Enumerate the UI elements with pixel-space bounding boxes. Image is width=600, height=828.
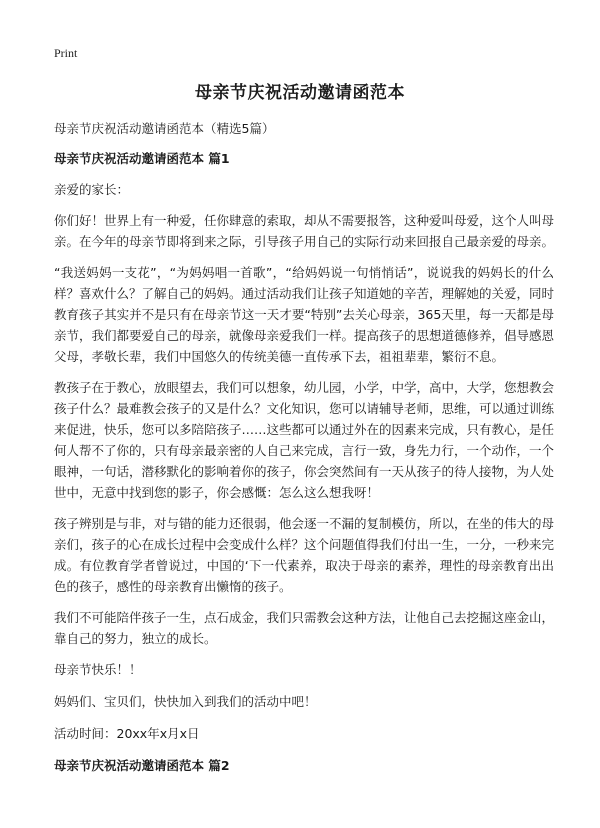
paragraph: 我们不可能陪伴孩子一生，点石成金，我们只需教会这种方法，让他自己去挖掘这座金山，靠自己的努力，独立的成长。 <box>54 610 555 646</box>
document-body <box>54 118 554 786</box>
paragraph: “我送妈妈一支花”，“为妈妈唱一首歌”，“给妈妈说一句悄悄话”，说说我的妈妈长的什么样？喜欢什么？了解自己的妈妈。通过活动我们让孩子知道她的辛苦，理解她的关爱，同时教育孩子其实并不是只有在母亲节这一天才要“特别”去关心母亲，365天里，每一天都是母亲节，我们都要爱自己的母亲，就像母亲爱我们一样。提高孩子的思想道德修养，倡导感恩父母，孝敬长辈，我们中国悠久的传统美德一直传承下去，祖祖辈辈，繁衍不息。 <box>54 265 555 364</box>
print-link[interactable]: Print <box>54 46 78 60</box>
greeting: 亲爱的家长： <box>54 182 130 197</box>
paragraph: 母亲节快乐！！ <box>54 662 142 677</box>
paragraph: 教孩子在于教心，放眼望去，我们可以想象，幼儿园，小学，中学，高中，大学，您想教会孩子什么？最难教会孩子的又是什么？文化知识，您可以请辅导老师，思维，可以通过训练来促进，快乐，您可以多陪陪孩子……这些都可以通过外在的因素来完成，只有教心，是任何人帮不了你的，只有母亲最亲密的人自己来完成，言行一致，身先力行，一个动作，一个眼神，一句话，潜移默化的影响着你的孩子，你会突然间有一天从孩子的待人接物，为人处世中，无意中找到您的影子，你会感慨：怎么这么想我呀！ <box>54 380 555 500</box>
paragraph: 妈妈们、宝贝们，快快加入到我们的活动中吧！ <box>54 694 317 709</box>
section-heading-1: 母亲节庆祝活动邀请函范本 篇1 <box>54 151 230 166</box>
page-title: 母亲节庆祝活动邀请函范本 <box>195 83 405 103</box>
section-heading-2: 母亲节庆祝活动邀请函范本 篇2 <box>54 758 230 773</box>
paragraph: 你们好！世界上有一种爱，任你肆意的索取，却从不需要报答，这种爱叫母爱，这个人叫母亲。在今年的母亲节即将到来之际，引导孩子用自己的实际行动来回报自己最亲爱的母亲。 <box>54 213 555 249</box>
activity-time: 活动时间：20xx年x月x日 <box>54 726 200 741</box>
paragraph: 孩子辨别是与非，对与错的能力还很弱，他会逐一不漏的复制模仿，所以，在坐的伟大的母亲们，孩子的心在成长过程中会变成什么样？这个问题值得我们付出一生，一分，一秒来完成。有位教育学者曾说过，中国的‘下一代素养，取决于母亲的素养，理性的母亲教育出出色的孩子，感性的母亲教育出懒惰的孩子。 <box>54 516 555 594</box>
document-subtitle: 母亲节庆祝活动邀请函范本（精选5篇） <box>54 121 275 136</box>
